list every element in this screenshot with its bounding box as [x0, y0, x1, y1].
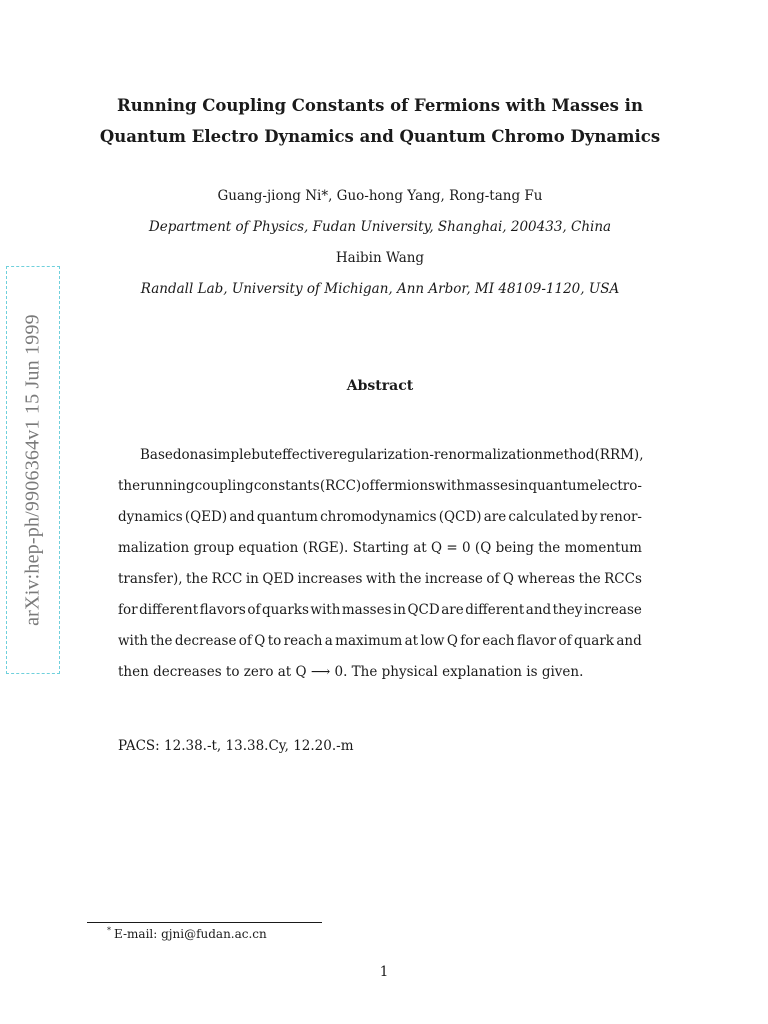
abstract-line: then decreases to zero at Q ⟶ 0. The physical explanation is given.: [118, 664, 584, 680]
footnote-marker: *: [107, 926, 111, 935]
page-number: 1: [379, 964, 389, 980]
title-line-2: Quantum Electro Dynamics and Quantum Chromo Dynamics: [99, 127, 661, 146]
paper-title: [90, 90, 670, 152]
abstract-line: with the decrease of Q to reach a maximum at low Q for each flavor of quark and: [118, 633, 642, 649]
abstract-body: [118, 440, 642, 688]
abstract-line: transfer), the RCC in QED increases with the increase of Q whereas the RCCs: [118, 571, 642, 587]
abstract-line: for different flavors of quarks with masses in QCD are different and they increase: [118, 602, 642, 618]
abstract-line: Based on a simple but effective regularization-renormalization method (RRM),: [140, 447, 644, 463]
footnote: [107, 926, 267, 941]
affiliation-2: Randall Lab, University of Michigan, Ann Arbor, MI 48109-1120, USA: [140, 281, 620, 297]
footnote-text: E-mail: gjni@fudan.ac.cn: [114, 927, 267, 941]
authors-group-2: Haibin Wang: [335, 250, 425, 266]
arxiv-stamp: [6, 266, 60, 674]
footnote-rule: [87, 922, 322, 923]
pacs-codes: PACS: 12.38.-t, 13.38.Cy, 12.20.-m: [118, 738, 354, 754]
authors-group-1: Guang-jiong Ni*, Guo-hong Yang, Rong-tang Fu: [217, 188, 543, 204]
abstract-heading: Abstract: [346, 378, 414, 394]
affiliation-1: Department of Physics, Fudan University, Shanghai, 200433, China: [148, 219, 612, 235]
abstract-line: malization group equation (RGE). Starting at Q = 0 (Q being the momentum: [118, 540, 642, 556]
abstract-line: dynamics (QED) and quantum chromodynamics (QCD) are calculated by renor-: [118, 509, 642, 525]
abstract-line: the running coupling constants (RCC) of fermions with masses in quantum electro-: [118, 478, 642, 494]
arxiv-stamp-text: arXiv:hep-ph/9906364v1 15 Jun 1999: [21, 314, 44, 626]
title-line-1: Running Coupling Constants of Fermions with Masses in: [117, 96, 643, 115]
